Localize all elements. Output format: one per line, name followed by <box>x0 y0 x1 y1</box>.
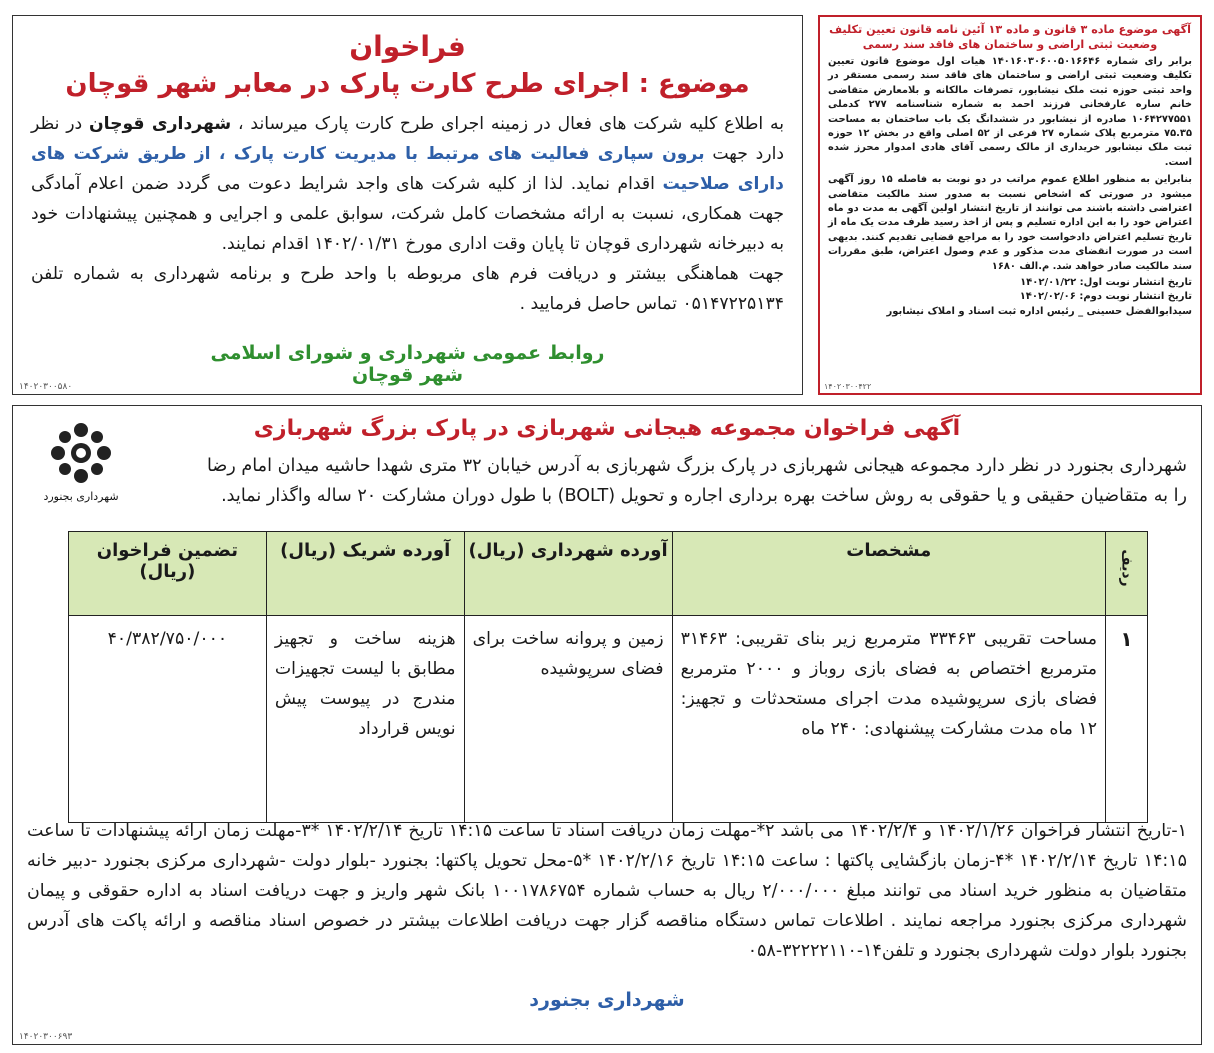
body-text-2: در نظر دارد جهت <box>31 114 785 164</box>
notice-title: فراخوان <box>349 30 466 63</box>
notice-subject: موضوع : اجرای طرح کارت پارک در معابر شهر قوچان <box>65 69 750 99</box>
header-row-number: ردیف <box>1106 532 1148 616</box>
notice-footer: ۱-تاریخ انتشار فراخوان ۱۴۰۲/۱/۲۶ و ۱۴۰۲/۲/۴ می باشد ۲*-مهلت زمان دریافت اسناد تا ساعت ۱۴:۱۵ تاریخ ۱۴۰۲/۲/۱۴ *۳-مهلت زمان ارائه پیشنهادات تا ساعت ۱۴:۱۵ تاریخ ۱۴۰۲/۲/۱۴ *۴-زمان بازگشایی پاکتها : ساعت ۱۴:۱۵ تاریخ ۱۴۰۲/۲/۱۶ *۵-محل تحویل پاکتها: بجنورد -بلوار دولت -شهرداری مرکزی بجنورد -دبیر خانه متقاضیان به منظور خرید اسناد می توانند مبلغ ۲/۰۰۰/۰۰۰ ریال به حساب شماره ۱۰۰۱۷۸۶۷۵۴ بانک شهر واریز و جهت دریافت اسناد به اداره حقوقی و پیمان شهرداری مرکزی بجنورد مراجعه نمایند . اطلاعات تماس دستگاه مناقصه گزار جهت دریافت اطلاعات بیشتر در خصوص اسناد مناقصه و ارائه پاکت های آدرس بجنورد بلوار دولت شهرداری بجنورد و تلفن۱۴-۳۲۲۲۲۱۱۰-۰۵۸ <box>27 821 1188 961</box>
contact-paragraph: جهت هماهنگی بیشتر و دریافت فرم های مربوطه با واحد طرح و برنامه شهرداری به شماره تلفن ۰۵۱۴۷۲۲۵۱۳۴ تماس حاصل فرمایید . <box>31 264 784 314</box>
notice-code: ۱۴۰۲۰۳۰۰۴۲۲ <box>824 382 872 391</box>
notice-paragraph-2: بنابراین به منظور اطلاع عموم مراتب در دو نوبت به فاصله ۱۵ روز آگهی میشود در صورتی که اشخاص نسبت به صدور سند مالکیت متقاضی اعتراضی داشته باشند می توانند از تاریخ انتشار اولین آگهی به مدت دو ماه اعتراض خود را به این اداره تسلیم و پس از اخذ رسید ظرف مدت یک ماه از تاریخ تسلیم اعتراض دادخواست خود را به مراجع قضایی تقدیم کنند. بدیهی است در صورت انقضای مدت مذکور و عدم وصول اعتراض، طبق مقررات سند مالکیت صادر خواهد شد. م.الف ۱۶۸۰ <box>828 174 1192 272</box>
notice-signature: سیدابوالفضل حسینی _ رئیس اداره ثبت اسناد و املاک نیشابور <box>886 306 1192 318</box>
notice-signature: روابط عمومی شهرداری و شورای اسلامی شهر قوچان <box>210 342 605 386</box>
notice-code: ۱۴۰۲۰۳۰۰۶۹۳ <box>19 1032 73 1042</box>
header-municipality-contribution: آورده شهرداری (ریال) <box>464 532 672 616</box>
highlight-text: برون سپاری فعالیت های مرتبط با مدیریت کارت پارک ، از طریق شرکت های دارای صلاحیت <box>31 144 784 194</box>
header-guarantee: تضمین فراخوان (ریال) <box>69 532 267 616</box>
header-specs: مشخصات <box>672 532 1105 616</box>
cell-row-number: ۱ <box>1106 616 1148 823</box>
publication-date-1: تاریخ انتشار نوبت اول: ۱۴۰۲/۰۱/۲۲ <box>1020 277 1192 289</box>
table-header-row <box>69 532 1148 616</box>
tender-table <box>68 531 1148 823</box>
cell-partner-contribution: هزینه ساخت و تجهیز مطابق با لیست تجهیزات مندرج در پیوست پیش نویس قرارداد <box>266 616 464 823</box>
notice-title: آگهی فراخوان مجموعه هیجانی شهربازی در پارک بزرگ شهربازی <box>253 416 961 441</box>
neyshabur-notice <box>818 15 1202 395</box>
bojnurd-notice <box>12 405 1202 1045</box>
notice-paragraph-1: برابر رای شماره ۱۴۰۱۶۰۳۰۶۰۰۵۰۱۶۶۴۶ هیات اول موضوع قانون تعیین تکلیف وضعیت ثبتی اراضی و ساختمان های فاقد سند رسمی مستقر در واحد ثبتی حوزه ثبت ملک نیشابور، تصرفات مالکانه و بلامعارض متقاضی خانم ساره عارفخانی فرزند احمد به شماره شناسنامه ۲۷۷ کدملی ۱۰۶۴۲۷۷۵۵۱ صادره از نیشابور در ششدانگ یک باب ساختمان به مساحت ۷۵.۳۵ مترمربع پلاک شماره ۲۷ فرعی از ۵۲ اصلی واقع در بخش ۱۲ حوزه ثبت ملک نیشابور خریداری از مالک رسمی آقای هادی امدوار محرز شده است. <box>828 56 1192 168</box>
organization-name: شهرداری قوچان <box>89 114 232 134</box>
notice-intro: شهرداری بجنورد در نظر دارد مجموعه هیجانی شهربازی در پارک بزرگ شهربازی به آدرس خیابان ۳۲ متری شهدا حاشیه میدان امام رضا را به متقاضیان حقیقی و یا حقوقی به روش ساخت بهره برداری اجاره و تحویل (BOLT) با طول دوران مشارکت ۲۰ ساله واگذار نماید. <box>207 456 1187 506</box>
cell-guarantee: ۴۰/۳۸۲/۷۵۰/۰۰۰ <box>69 616 267 823</box>
header-partner-contribution: آورده شریک (ریال) <box>266 532 464 616</box>
logo-caption: شهرداری بجنورد <box>43 490 119 503</box>
notice-title: آگهی موضوع ماده ۳ قانون و ماده ۱۳ آئین نامه قانون تعیین تکلیف وضعیت ثبتی اراضی و ساختمان های فاقد سند رسمی <box>829 23 1191 51</box>
notice-code: ۱۴۰۲۰۳۰۰۵۸۰ <box>19 382 73 392</box>
notice-signature: شهرداری بجنورد <box>529 989 685 1011</box>
notice-body <box>31 109 784 319</box>
body-text-1: به اطلاع کلیه شرکت های فعال در زمینه اجرای طرح کارت پارک میرساند ، <box>231 114 784 134</box>
cell-municipality-contribution: زمین و پروانه ساخت برای فضای سرپوشیده <box>464 616 672 823</box>
body-text-3: اقدام نماید. لذا از کلیه شرکت های واجد شرایط دعوت می گردد ضمن اعلام آمادگی جهت همکاری، نسبت به ارائه مشخصات کامل شرکت، سوابق علمی و اجرایی و همچنین پیشنهادات خود به دبیرخانه شهرداری قوچان تا پایان وقت اداری مورخ ۱۴۰۲/۰۱/۳۱ اقدام نمایند. <box>31 174 784 254</box>
quchan-notice <box>12 15 803 395</box>
publication-dates <box>828 276 1192 304</box>
table-row <box>69 616 1148 823</box>
bojnurd-municipality-logo <box>33 418 129 518</box>
publication-date-2: تاریخ انتشار نوبت دوم: ۱۴۰۲/۰۲/۰۶ <box>1019 291 1192 303</box>
municipality-emblem-icon <box>46 418 116 488</box>
cell-specs: مساحت تقریبی ۳۳۴۶۳ مترمربع زیر بنای تقریبی: ۳۱۴۶۳ مترمربع اختصاص به فضای بازی روباز و ۲۰۰۰ مترمربع فضای بازی سرپوشیده مدت اجرای مستحدثات و تجهیز: ۱۲ ماه مدت مشارکت پیشنهادی: ۲۴۰ ماه <box>672 616 1105 823</box>
